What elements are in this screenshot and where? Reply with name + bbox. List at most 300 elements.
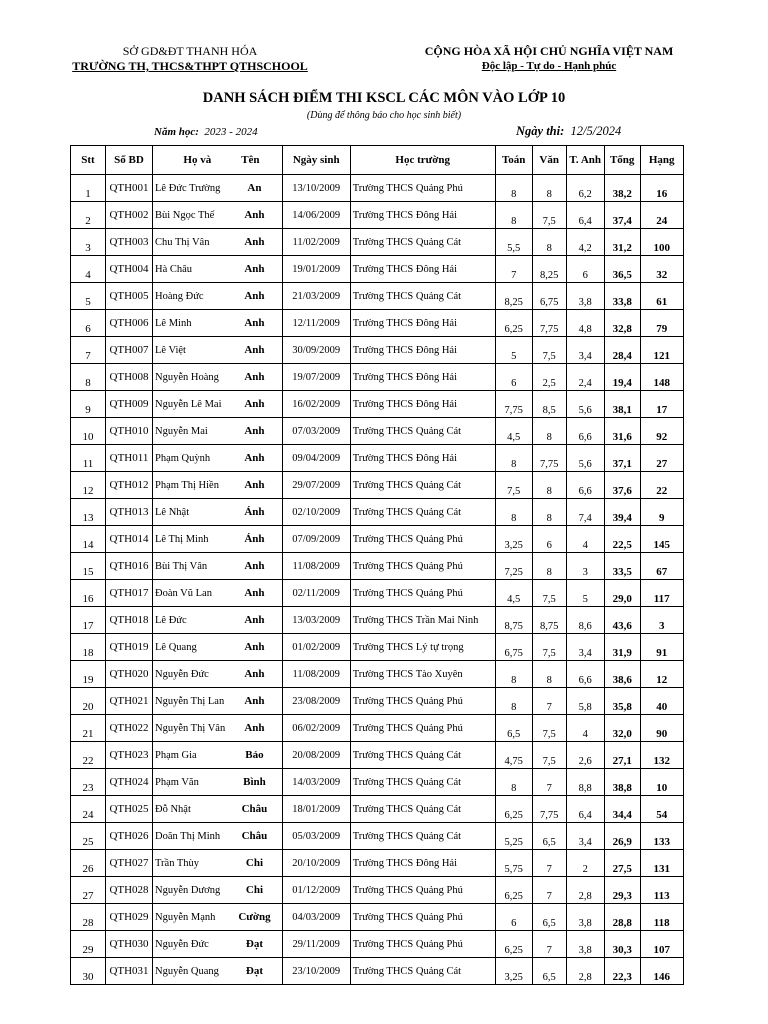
cell-literature: 2,5 [532, 364, 566, 391]
cell-stt: 11 [71, 445, 106, 472]
cell-school: Trường THCS Quảng Cát [350, 796, 495, 823]
cell-school: Trường THCS Quảng Cát [350, 769, 495, 796]
cell-math: 5,5 [495, 229, 532, 256]
cell-birthdate: 05/03/2009 [282, 823, 350, 850]
cell-literature: 8,5 [532, 391, 566, 418]
cell-english: 6,4 [566, 796, 604, 823]
cell-birthdate: 11/02/2009 [282, 229, 350, 256]
table-row [71, 607, 684, 634]
cell-rank: 12 [640, 661, 683, 688]
cell-school: Trường THCS Quảng Cát [350, 418, 495, 445]
cell-birthdate: 12/11/2009 [282, 310, 350, 337]
cell-ten: Chi [227, 877, 282, 904]
cell-rank: 117 [640, 580, 683, 607]
cell-math: 5 [495, 337, 532, 364]
cell-sbd: QTH014 [106, 526, 153, 553]
cell-ho: Trần Thùy [153, 850, 228, 877]
cell-birthdate: 13/10/2009 [282, 175, 350, 202]
cell-rank: 16 [640, 175, 683, 202]
cell-ten: Anh [227, 715, 282, 742]
cell-rank: 148 [640, 364, 683, 391]
cell-total: 34,4 [604, 796, 640, 823]
cell-literature: 7,5 [532, 715, 566, 742]
school-year-value: 2023 - 2024 [204, 126, 258, 138]
cell-total: 31,6 [604, 418, 640, 445]
cell-total: 35,8 [604, 688, 640, 715]
exam-date-value: 12/5/2024 [570, 124, 622, 138]
cell-stt: 27 [71, 877, 106, 904]
col-header-english: T. Anh [566, 146, 604, 175]
cell-sbd: QTH026 [106, 823, 153, 850]
cell-total: 37,1 [604, 445, 640, 472]
cell-ho: Lê Đức [153, 607, 228, 634]
cell-english: 5,6 [566, 391, 604, 418]
table-row [71, 418, 684, 445]
cell-birthdate: 20/10/2009 [282, 850, 350, 877]
cell-ten: Đạt [227, 958, 282, 985]
cell-literature: 6,75 [532, 283, 566, 310]
cell-ten: Cường [227, 904, 282, 931]
cell-school: Trường THCS Quảng Phú [350, 931, 495, 958]
cell-english: 5,6 [566, 445, 604, 472]
cell-ten: Anh [227, 202, 282, 229]
cell-english: 6,6 [566, 418, 604, 445]
col-header-literature: Văn [532, 146, 566, 175]
cell-school: Trường THCS Quảng Cát [350, 229, 495, 256]
cell-stt: 15 [71, 553, 106, 580]
cell-english: 6,6 [566, 661, 604, 688]
cell-sbd: QTH024 [106, 769, 153, 796]
cell-ho: Hà Châu [153, 256, 228, 283]
cell-rank: 10 [640, 769, 683, 796]
cell-literature: 7 [532, 931, 566, 958]
cell-english: 4 [566, 526, 604, 553]
cell-rank: 40 [640, 688, 683, 715]
cell-birthdate: 11/08/2009 [282, 661, 350, 688]
cell-ten: Chi [227, 850, 282, 877]
cell-math: 8 [495, 769, 532, 796]
cell-ten: Anh [227, 688, 282, 715]
cell-ten: Anh [227, 256, 282, 283]
document-subtitle: (Dùng để thông báo cho học sinh biết) [306, 110, 462, 121]
cell-sbd: QTH012 [106, 472, 153, 499]
cell-stt: 28 [71, 904, 106, 931]
table-row [71, 580, 684, 607]
cell-math: 6 [495, 364, 532, 391]
table-row [71, 229, 684, 256]
cell-math: 8,25 [495, 283, 532, 310]
cell-math: 6,75 [495, 634, 532, 661]
cell-sbd: QTH018 [106, 607, 153, 634]
cell-stt: 17 [71, 607, 106, 634]
cell-school: Trường THCS Đông Hải [350, 256, 495, 283]
cell-birthdate: 11/08/2009 [282, 553, 350, 580]
cell-total: 29,0 [604, 580, 640, 607]
cell-math: 4,5 [495, 580, 532, 607]
cell-total: 38,8 [604, 769, 640, 796]
cell-birthdate: 04/03/2009 [282, 904, 350, 931]
cell-sbd: QTH030 [106, 931, 153, 958]
table-row [71, 499, 684, 526]
cell-total: 39,4 [604, 499, 640, 526]
cell-ho: Phạm Thị Hiền [153, 472, 228, 499]
cell-total: 33,8 [604, 283, 640, 310]
cell-english: 4,2 [566, 229, 604, 256]
cell-total: 38,6 [604, 661, 640, 688]
cell-school: Trường THCS Đông Hải [350, 850, 495, 877]
cell-sbd: QTH027 [106, 850, 153, 877]
cell-literature: 6,5 [532, 823, 566, 850]
cell-school: Trường THCS Lý tự trọng [350, 634, 495, 661]
cell-rank: 145 [640, 526, 683, 553]
col-header-rank: Hạng [640, 146, 683, 175]
cell-english: 6,2 [566, 175, 604, 202]
cell-school: Trường THCS Quảng Phú [350, 877, 495, 904]
cell-math: 6,25 [495, 877, 532, 904]
cell-stt: 14 [71, 526, 106, 553]
table-row [71, 823, 684, 850]
table-row [71, 364, 684, 391]
cell-ho: Nguyễn Đức [153, 931, 228, 958]
cell-rank: 22 [640, 472, 683, 499]
cell-ho: Lê Nhật [153, 499, 228, 526]
cell-birthdate: 20/08/2009 [282, 742, 350, 769]
cell-total: 28,4 [604, 337, 640, 364]
cell-school: Trường THCS Quảng Phú [350, 175, 495, 202]
cell-ten: Ánh [227, 526, 282, 553]
cell-rank: 79 [640, 310, 683, 337]
table-row [71, 796, 684, 823]
cell-rank: 67 [640, 553, 683, 580]
table-row [71, 931, 684, 958]
cell-english: 2,6 [566, 742, 604, 769]
cell-school: Trường THCS Quảng Cát [350, 283, 495, 310]
cell-ho: Lê Đức Trường [153, 175, 228, 202]
cell-ten: Bảo [227, 742, 282, 769]
cell-birthdate: 01/02/2009 [282, 634, 350, 661]
cell-english: 6,4 [566, 202, 604, 229]
table-header-row [71, 146, 684, 175]
cell-ten: Anh [227, 580, 282, 607]
cell-stt: 24 [71, 796, 106, 823]
table-row [71, 850, 684, 877]
cell-sbd: QTH019 [106, 634, 153, 661]
cell-ten: Anh [227, 553, 282, 580]
cell-birthdate: 23/10/2009 [282, 958, 350, 985]
national-header [374, 44, 724, 74]
cell-sbd: QTH001 [106, 175, 153, 202]
cell-stt: 9 [71, 391, 106, 418]
cell-ten: Anh [227, 283, 282, 310]
cell-math: 4,5 [495, 418, 532, 445]
cell-total: 32,0 [604, 715, 640, 742]
cell-birthdate: 19/01/2009 [282, 256, 350, 283]
cell-ho: Lê Minh [153, 310, 228, 337]
cell-sbd: QTH017 [106, 580, 153, 607]
table-row [71, 391, 684, 418]
cell-birthdate: 07/03/2009 [282, 418, 350, 445]
cell-sbd: QTH013 [106, 499, 153, 526]
cell-stt: 6 [71, 310, 106, 337]
cell-english: 3,8 [566, 931, 604, 958]
cell-school: Trường THCS Đông Hải [350, 337, 495, 364]
cell-math: 8,75 [495, 607, 532, 634]
cell-ten: Anh [227, 229, 282, 256]
agency-name: SỞ GD&ĐT THANH HÓA [122, 44, 258, 58]
cell-birthdate: 29/07/2009 [282, 472, 350, 499]
cell-ten: Đạt [227, 931, 282, 958]
cell-math: 3,25 [495, 958, 532, 985]
cell-rank: 121 [640, 337, 683, 364]
cell-school: Trường THCS Đông Hải [350, 310, 495, 337]
cell-english: 2,8 [566, 877, 604, 904]
table-row [71, 742, 684, 769]
cell-school: Trường THCS Quảng Phú [350, 715, 495, 742]
cell-total: 30,3 [604, 931, 640, 958]
cell-ho: Chu Thị Vân [153, 229, 228, 256]
cell-ten: Châu [227, 823, 282, 850]
cell-ten: Anh [227, 310, 282, 337]
cell-stt: 30 [71, 958, 106, 985]
cell-english: 2,8 [566, 958, 604, 985]
col-header-school: Học trường [350, 146, 495, 175]
cell-school: Trường THCS Trần Mai Ninh [350, 607, 495, 634]
cell-sbd: QTH023 [106, 742, 153, 769]
cell-sbd: QTH029 [106, 904, 153, 931]
cell-birthdate: 06/02/2009 [282, 715, 350, 742]
col-header-sbd: Số BD [106, 146, 153, 175]
cell-total: 32,8 [604, 310, 640, 337]
cell-ten: Anh [227, 607, 282, 634]
cell-birthdate: 29/11/2009 [282, 931, 350, 958]
cell-ten: Anh [227, 634, 282, 661]
cell-ho: Nguyễn Mai [153, 418, 228, 445]
cell-rank: 3 [640, 607, 683, 634]
col-header-birthdate: Ngày sinh [282, 146, 350, 175]
cell-ten: Anh [227, 391, 282, 418]
table-row [71, 337, 684, 364]
cell-birthdate: 09/04/2009 [282, 445, 350, 472]
cell-rank: 27 [640, 445, 683, 472]
cell-literature: 7,75 [532, 796, 566, 823]
cell-rank: 113 [640, 877, 683, 904]
cell-total: 22,5 [604, 526, 640, 553]
cell-sbd: QTH020 [106, 661, 153, 688]
cell-stt: 16 [71, 580, 106, 607]
table-row [71, 175, 684, 202]
cell-ho: Nguyễn Đức [153, 661, 228, 688]
cell-ho: Lê Quang [153, 634, 228, 661]
cell-literature: 8,75 [532, 607, 566, 634]
cell-math: 8 [495, 175, 532, 202]
cell-rank: 54 [640, 796, 683, 823]
table-body [71, 175, 684, 985]
cell-literature: 7,5 [532, 742, 566, 769]
cell-stt: 10 [71, 418, 106, 445]
cell-literature: 8 [532, 418, 566, 445]
cell-english: 4 [566, 715, 604, 742]
cell-literature: 8 [532, 229, 566, 256]
table-row [71, 688, 684, 715]
cell-literature: 8 [532, 661, 566, 688]
cell-math: 8 [495, 499, 532, 526]
cell-rank: 61 [640, 283, 683, 310]
cell-birthdate: 30/09/2009 [282, 337, 350, 364]
table-row [71, 310, 684, 337]
cell-rank: 100 [640, 229, 683, 256]
cell-math: 6,25 [495, 796, 532, 823]
cell-birthdate: 14/06/2009 [282, 202, 350, 229]
cell-math: 8 [495, 688, 532, 715]
cell-literature: 6 [532, 526, 566, 553]
cell-ho: Lê Thị Minh [153, 526, 228, 553]
cell-rank: 9 [640, 499, 683, 526]
col-header-math: Toán [495, 146, 532, 175]
cell-ho: Nguyễn Dương [153, 877, 228, 904]
cell-total: 19,4 [604, 364, 640, 391]
cell-english: 8,6 [566, 607, 604, 634]
cell-ten: Anh [227, 418, 282, 445]
cell-math: 5,75 [495, 850, 532, 877]
cell-total: 31,9 [604, 634, 640, 661]
cell-total: 37,4 [604, 202, 640, 229]
cell-ten: Anh [227, 661, 282, 688]
cell-sbd: QTH011 [106, 445, 153, 472]
cell-english: 8,8 [566, 769, 604, 796]
cell-english: 3,8 [566, 283, 604, 310]
cell-literature: 7,75 [532, 445, 566, 472]
cell-ho: Bùi Thị Vân [153, 553, 228, 580]
cell-total: 29,3 [604, 877, 640, 904]
cell-school: Trường THCS Quảng Cát [350, 958, 495, 985]
cell-ho: Nguyễn Thị Lan [153, 688, 228, 715]
cell-school: Trường THCS Quảng Phú [350, 580, 495, 607]
cell-school: Trường THCS Đông Hải [350, 391, 495, 418]
cell-ten: An [227, 175, 282, 202]
cell-rank: 146 [640, 958, 683, 985]
cell-school: Trường THCS Quảng Phú [350, 688, 495, 715]
cell-stt: 7 [71, 337, 106, 364]
cell-english: 6 [566, 256, 604, 283]
cell-stt: 3 [71, 229, 106, 256]
cell-stt: 4 [71, 256, 106, 283]
cell-stt: 21 [71, 715, 106, 742]
cell-ho: Lê Việt [153, 337, 228, 364]
cell-literature: 7,5 [532, 202, 566, 229]
cell-math: 6,5 [495, 715, 532, 742]
cell-total: 38,1 [604, 391, 640, 418]
cell-english: 4,8 [566, 310, 604, 337]
cell-sbd: QTH031 [106, 958, 153, 985]
cell-sbd: QTH002 [106, 202, 153, 229]
cell-english: 6,6 [566, 472, 604, 499]
cell-ten: Bình [227, 769, 282, 796]
cell-math: 8 [495, 445, 532, 472]
cell-math: 3,25 [495, 526, 532, 553]
cell-total: 26,9 [604, 823, 640, 850]
cell-ho: Nguyễn Mạnh [153, 904, 228, 931]
table-row [71, 958, 684, 985]
cell-literature: 8,25 [532, 256, 566, 283]
cell-birthdate: 18/01/2009 [282, 796, 350, 823]
cell-total: 27,5 [604, 850, 640, 877]
table-row [71, 202, 684, 229]
cell-literature: 7,5 [532, 337, 566, 364]
cell-total: 38,2 [604, 175, 640, 202]
cell-english: 3 [566, 553, 604, 580]
national-title: CỘNG HÒA XÃ HỘI CHỦ NGHĨA VIỆT NAM [424, 44, 674, 58]
cell-school: Trường THCS Quảng Cát [350, 472, 495, 499]
table-row [71, 526, 684, 553]
cell-school: Trường THCS Đông Hải [350, 445, 495, 472]
cell-literature: 7 [532, 688, 566, 715]
cell-birthdate: 13/03/2009 [282, 607, 350, 634]
cell-literature: 8 [532, 499, 566, 526]
cell-school: Trường THCS Quảng Cát [350, 499, 495, 526]
cell-school: Trường THCS Quảng Phú [350, 904, 495, 931]
cell-rank: 131 [640, 850, 683, 877]
cell-total: 36,5 [604, 256, 640, 283]
cell-total: 37,6 [604, 472, 640, 499]
cell-ho: Đỗ Nhật [153, 796, 228, 823]
table-row [71, 256, 684, 283]
cell-ho: Nguyễn Hoàng [153, 364, 228, 391]
cell-sbd: QTH005 [106, 283, 153, 310]
cell-school: Trường THCS Đông Hải [350, 202, 495, 229]
cell-english: 2,4 [566, 364, 604, 391]
cell-literature: 7 [532, 877, 566, 904]
cell-ho: Nguyễn Lê Mai [153, 391, 228, 418]
cell-total: 43,6 [604, 607, 640, 634]
cell-total: 27,1 [604, 742, 640, 769]
cell-math: 4,75 [495, 742, 532, 769]
cell-stt: 2 [71, 202, 106, 229]
cell-sbd: QTH009 [106, 391, 153, 418]
cell-ten: Anh [227, 445, 282, 472]
cell-rank: 17 [640, 391, 683, 418]
cell-birthdate: 21/03/2009 [282, 283, 350, 310]
school-year [154, 126, 258, 138]
cell-literature: 7 [532, 769, 566, 796]
cell-ho: Nguyễn Quang [153, 958, 228, 985]
cell-ho: Doãn Thị Minh [153, 823, 228, 850]
col-header-stt: Stt [71, 146, 106, 175]
cell-birthdate: 01/12/2009 [282, 877, 350, 904]
cell-stt: 22 [71, 742, 106, 769]
cell-english: 3,4 [566, 337, 604, 364]
cell-literature: 8 [532, 175, 566, 202]
cell-sbd: QTH008 [106, 364, 153, 391]
cell-ten: Châu [227, 796, 282, 823]
cell-rank: 132 [640, 742, 683, 769]
cell-ten: Ánh [227, 499, 282, 526]
national-motto: Độc lập - Tự do - Hạnh phúc [481, 60, 617, 72]
cell-literature: 7,5 [532, 580, 566, 607]
cell-english: 2 [566, 850, 604, 877]
table-row [71, 904, 684, 931]
cell-rank: 118 [640, 904, 683, 931]
cell-math: 5,25 [495, 823, 532, 850]
cell-school: Trường THCS Quảng Phú [350, 553, 495, 580]
cell-stt: 19 [71, 661, 106, 688]
cell-ho: Hoàng Đức [153, 283, 228, 310]
school-year-label: Năm học: [154, 126, 199, 138]
table-row [71, 445, 684, 472]
cell-english: 3,4 [566, 634, 604, 661]
table-row [71, 661, 684, 688]
cell-stt: 18 [71, 634, 106, 661]
cell-school: Trường THCS Tào Xuyên [350, 661, 495, 688]
